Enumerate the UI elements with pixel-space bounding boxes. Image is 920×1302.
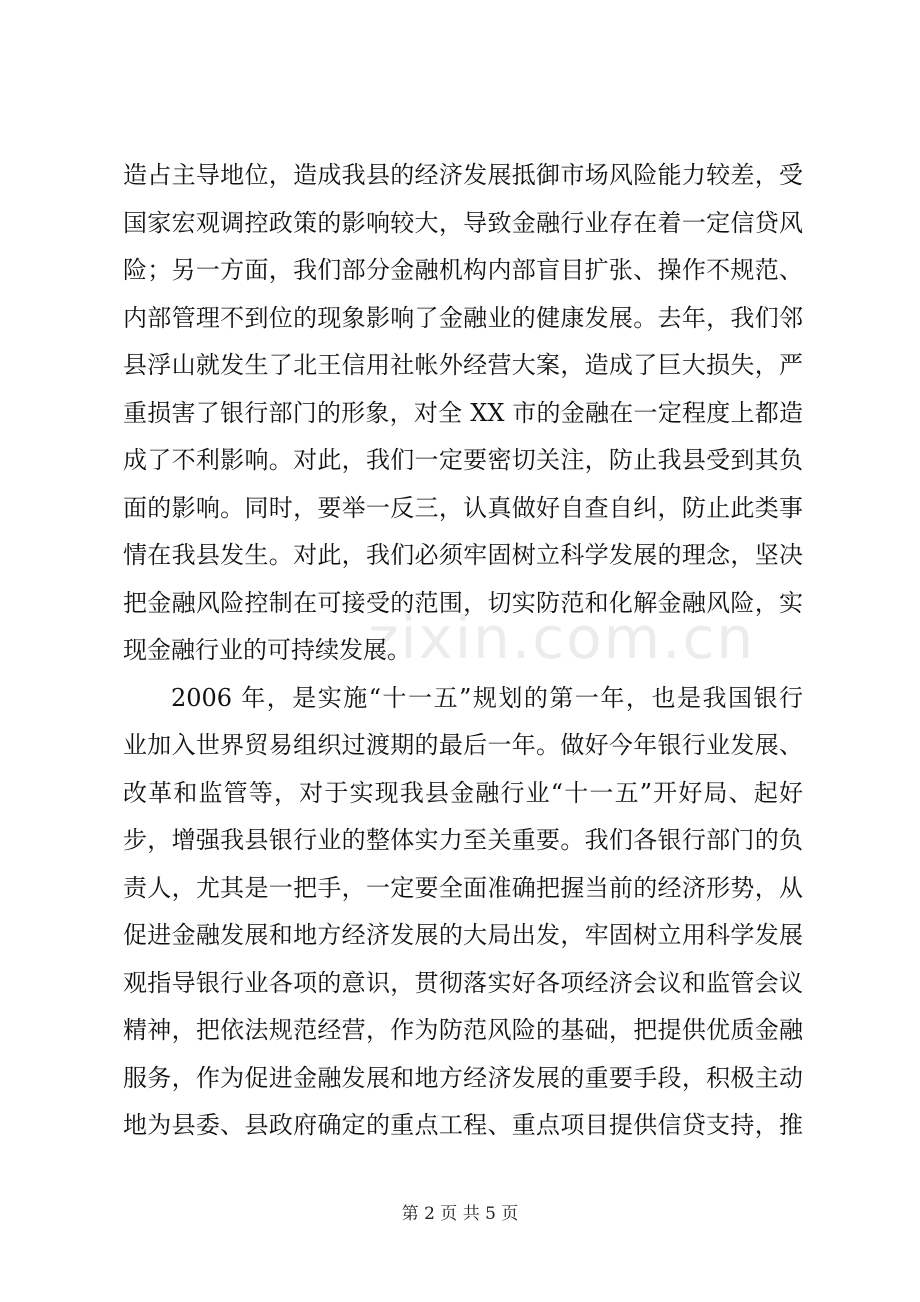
text-line: 服务，作为促进金融发展和地方经济发展的重要手段，积极主动 (123, 1063, 803, 1092)
text-line: 险；另一方面，我们部分金融机构内部盲目扩张、操作不规范、 (123, 256, 803, 284)
body-text (123, 152, 803, 1150)
paragraph-end-line: 现金融行业的可持续发展。 (123, 636, 411, 664)
text-line: 情在我县发生。对此，我们必须牢固树立科学发展的理念，坚决 (123, 541, 803, 569)
text-line: 精神，把依法规范经营，作为防范风险的基础，把提供优质金融 (123, 1016, 803, 1044)
text-line: 国家宏观调控政策的影响较大，导致金融行业存在着一定信贷风 (123, 208, 803, 237)
text-line: 观指导银行业各项的意识，贯彻落实好各项经济会议和监管会议 (123, 968, 803, 997)
text-line: 县浮山就发生了北王信用社帐外经营大案，造成了巨大损失，严 (123, 351, 803, 379)
text-line: 内部管理不到位的现象影响了金融业的健康发展。去年，我们邻 (123, 303, 803, 332)
text-line: 地为县委、县政府确定的重点工程、重点项目提供信贷支持，推 (123, 1111, 803, 1139)
page-footer: 第 2 页 共 5 页 (401, 1204, 519, 1224)
text-line: 成了不利影响。对此，我们一定要密切关注，防止我县受到其负 (123, 446, 803, 474)
text-line: 造占主导地位，造成我县的经济发展抵御市场风险能力较差，受 (123, 161, 803, 189)
text-line: 步，增强我县银行业的整体实力至关重要。我们各银行部门的负 (123, 826, 803, 854)
paragraph-first-line: 2006 年，是实施“十一五”规划的第一年，也是我国银行 (171, 683, 803, 712)
text-line: 改革和监管等，对于实现我县金融行业“十一五”开好局、起好 (123, 778, 803, 807)
text-line: 业加入世界贸易组织过渡期的最后一年。做好今年银行业发展、 (123, 731, 803, 759)
text-line: 面的影响。同时，要举一反三，认真做好自查自纠，防止此类事 (123, 493, 803, 522)
text-line: 把金融风险控制在可接受的范围，切实防范和化解金融风险，实 (123, 588, 803, 617)
text-line: 促进金融发展和地方经济发展的大局出发，牢固树立用科学发展 (123, 921, 803, 949)
text-line: 重损害了银行部门的形象，对全 XX 市的金融在一定程度上都造 (123, 398, 803, 427)
text-line: 责人，尤其是一把手，一定要全面准确把握当前的经济形势，从 (123, 873, 803, 902)
watermark-logo: zixin.com.cn (368, 604, 756, 672)
